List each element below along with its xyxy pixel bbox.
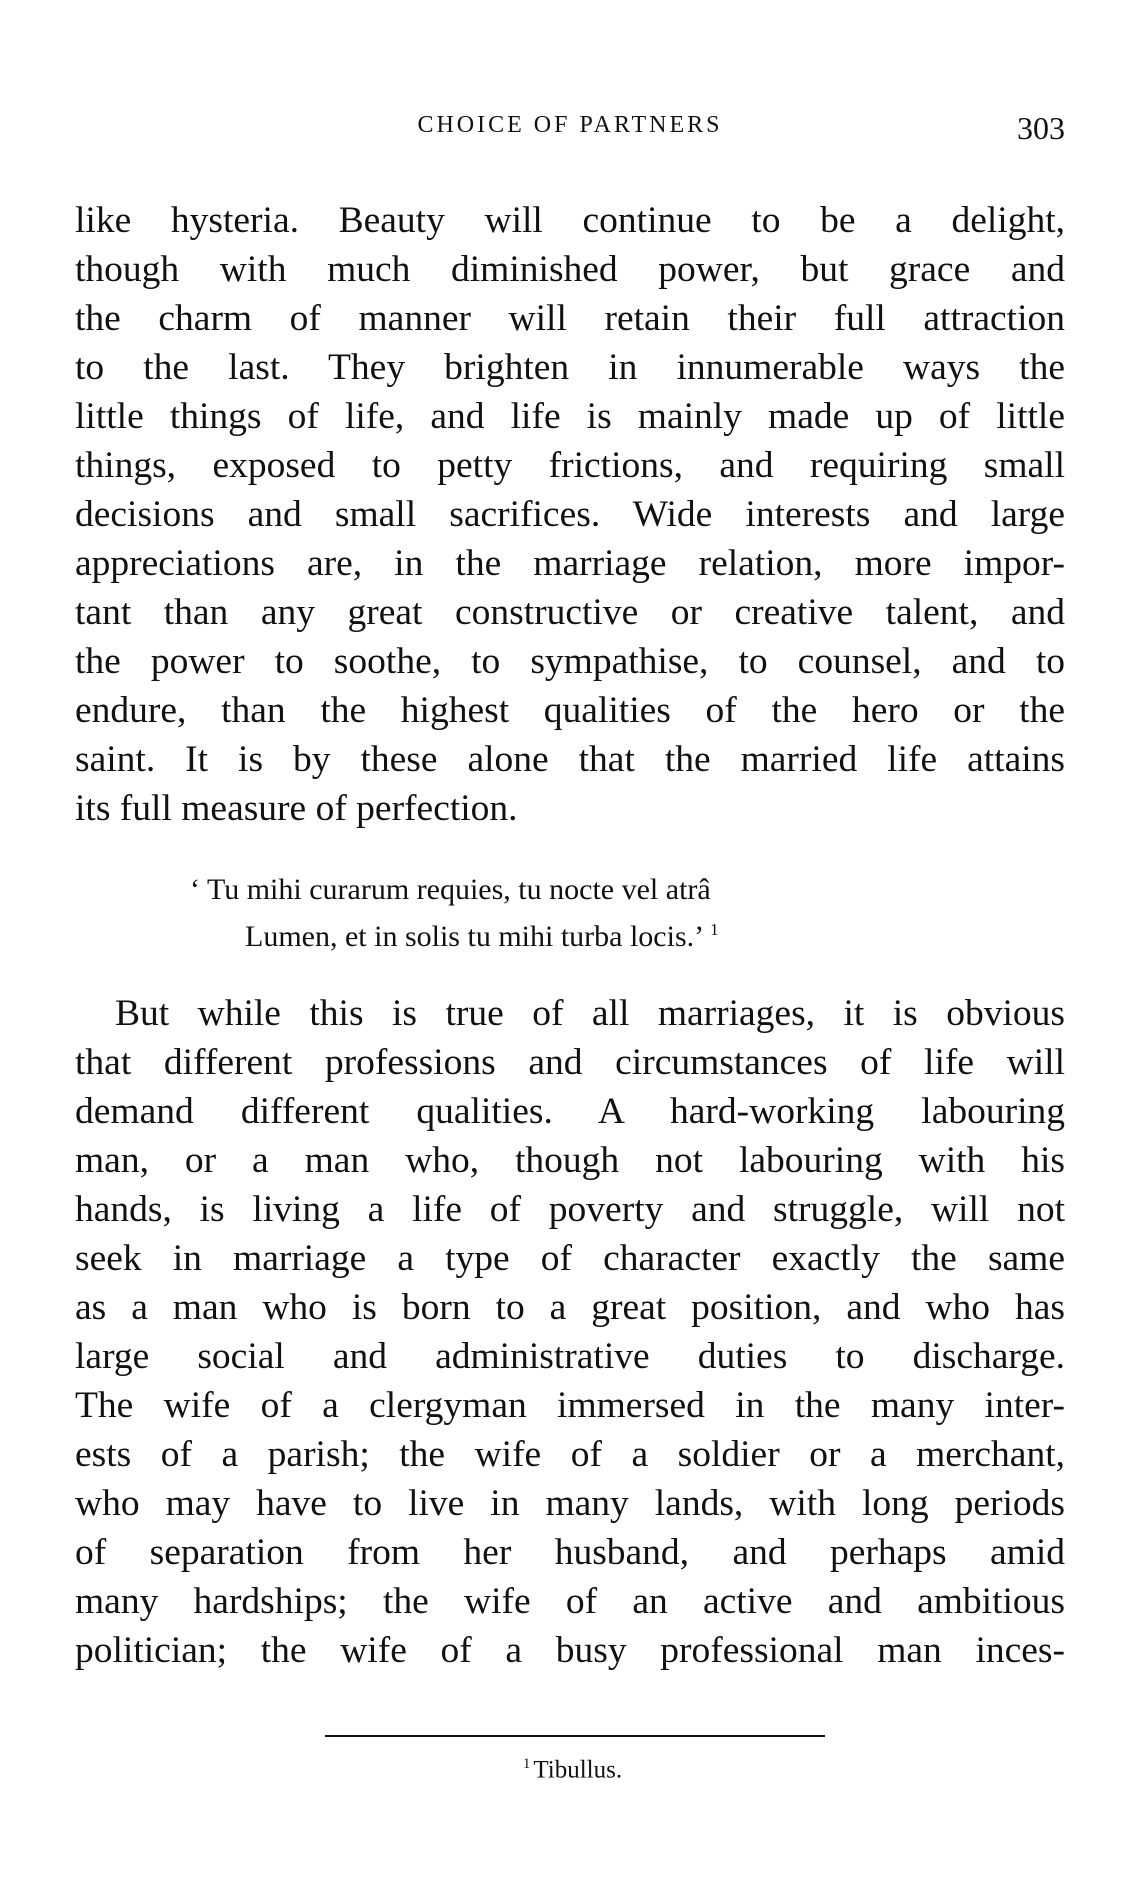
footnote-rule (325, 1735, 825, 1737)
verse-line-2-wrap (190, 910, 719, 957)
text-line: the charm of manner will retain their full attraction (75, 298, 1065, 339)
text-line: ests of a parish; the wife of a soldier or a merchant, (75, 1434, 1065, 1475)
text-line: to the last. They brighten in innumerable ways the (75, 347, 1065, 388)
text-line: little things of life, and life is mainly made up of little (75, 396, 1065, 437)
verse-line-1: ‘ Tu mihi curarum requies, tu nocte vel atrâ (190, 873, 711, 906)
footnote-text: Tibullus. (533, 1756, 623, 1784)
text-line: decisions and small sacrifices. Wide interests and large (75, 494, 1065, 535)
text-line: saint. It is by these alone that the married life attains (75, 739, 1065, 780)
text-line: though with much diminished power, but grace and (75, 249, 1065, 290)
page-number: 303 (1017, 110, 1065, 146)
text-line: the power to soothe, to sympathise, to counsel, and to (75, 641, 1065, 682)
text-line: politician; the wife of a busy professional man inces- (75, 1630, 1065, 1671)
footnote-mark: 1 (522, 1756, 531, 1772)
text-line: large social and administrative duties to discharge. (75, 1336, 1065, 1377)
verse-quotation (190, 870, 719, 957)
text-line: hands, is living a life of poverty and struggle, will not (75, 1189, 1065, 1230)
footnote (0, 1756, 1145, 1784)
text-line: as a man who is born to a great position, and who has (75, 1287, 1065, 1328)
text-line: seek in marriage a type of character exactly the same (75, 1238, 1065, 1279)
paragraph-1 (75, 196, 1065, 833)
text-line: But while this is true of all marriages, it is obvious (115, 993, 1065, 1034)
footnote-reference: 1 (710, 920, 719, 939)
text-line: demand different qualities. A hard-working labouring (75, 1091, 1065, 1132)
text-line: many hardships; the wife of an active and ambitious (75, 1581, 1065, 1622)
verse-line-2: Lumen, et in solis tu mihi turba locis.’ (245, 920, 705, 953)
page-header (75, 112, 1065, 162)
paragraph-2 (75, 989, 1065, 1675)
text-line: things, exposed to petty frictions, and requiring small (75, 445, 1065, 486)
text-line: appreciations are, in the marriage relation, more impor- (75, 543, 1065, 584)
text-line: man, or a man who, though not labouring with his (75, 1140, 1065, 1181)
text-line: endure, than the highest qualities of the hero or the (75, 690, 1065, 731)
running-head: CHOICE OF PARTNERS (417, 112, 723, 138)
text-line: tant than any great constructive or creative talent, and (75, 592, 1065, 633)
text-line: who may have to live in many lands, with long periods (75, 1483, 1065, 1524)
text-line: of separation from her husband, and perhaps amid (75, 1532, 1065, 1573)
text-line: that different professions and circumstances of life will (75, 1042, 1065, 1083)
text-line: its full measure of perfection. (75, 788, 518, 829)
text-line: like hysteria. Beauty will continue to be a delight, (75, 200, 1065, 241)
text-line: The wife of a clergyman immersed in the many inter- (75, 1385, 1065, 1426)
